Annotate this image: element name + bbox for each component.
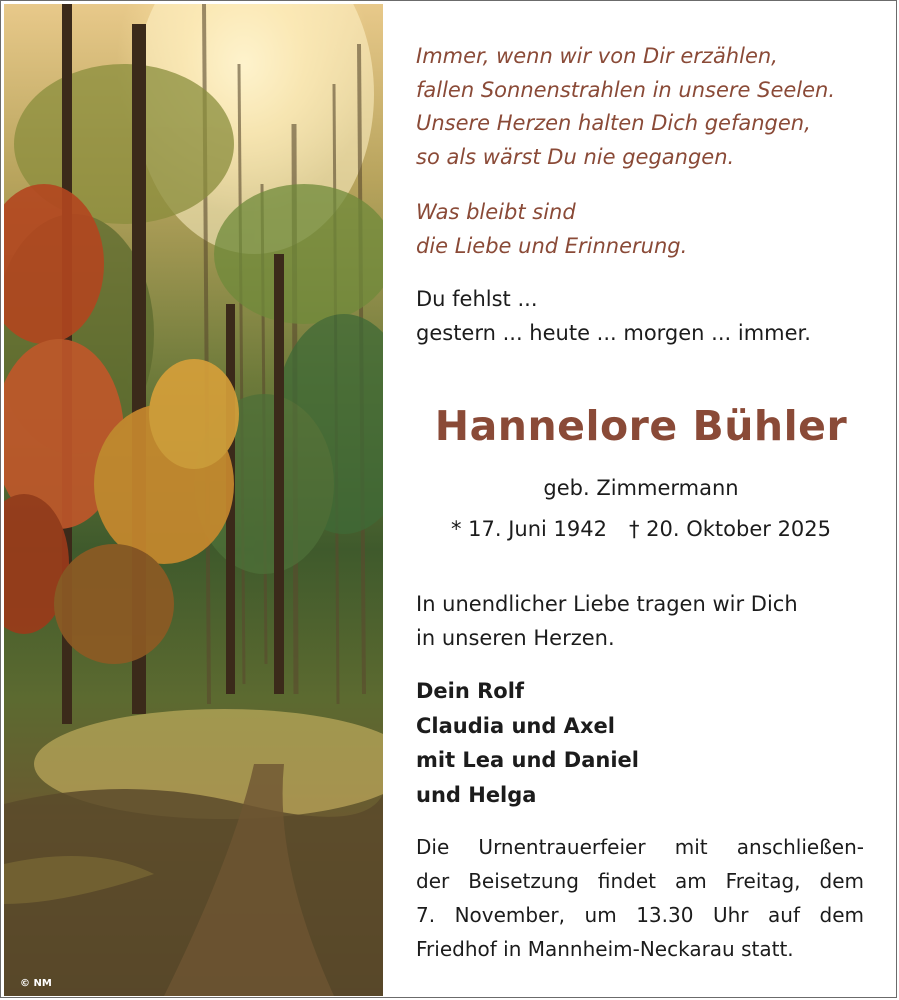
love-text: In unendlicher Liebe tragen wir Dich in unseren Herzen. xyxy=(416,592,798,650)
miss-text: Du fehlst ... gestern ... heute ... morgen ... immer. xyxy=(416,287,811,345)
family-member: Claudia und Axel xyxy=(416,713,615,738)
deceased-name: Hannelore Bühler xyxy=(434,402,848,450)
poem-stanza-1: Immer, wenn wir von Dir erzählen, fallen Sonnenstrahlen in unsere Seelen. Unsere Herzen halten Dich gefangen, so als wärst Du nie gegangen. xyxy=(416,44,836,169)
funeral-notice xyxy=(416,830,864,966)
notice-line: 7. November, um 13.30 Uhr auf dem xyxy=(416,903,864,927)
photo-credit: © NM xyxy=(20,978,52,989)
notice-line: Die Urnentrauerfeier mit anschließen- xyxy=(416,835,864,859)
poem-stanza-2: Was bleibt sind die Liebe und Erinnerung. xyxy=(416,200,688,258)
family-member: und Helga xyxy=(416,782,537,807)
forest-illustration xyxy=(4,4,383,996)
death-date: † 20. Oktober 2025 xyxy=(628,517,832,541)
family-list xyxy=(416,674,639,812)
birth-date: * 17. Juni 1942 xyxy=(450,517,607,541)
forest-photo xyxy=(4,4,383,996)
notice-line: Friedhof in Mannheim-Neckarau statt. xyxy=(416,937,794,961)
maiden-name: geb. Zimmermann xyxy=(543,476,739,500)
notice-line: der Beisetzung findet am Freitag, dem xyxy=(416,869,864,893)
family-member: mit Lea und Daniel xyxy=(416,748,639,772)
life-dates xyxy=(416,517,866,541)
family-member: Dein Rolf xyxy=(416,679,525,703)
